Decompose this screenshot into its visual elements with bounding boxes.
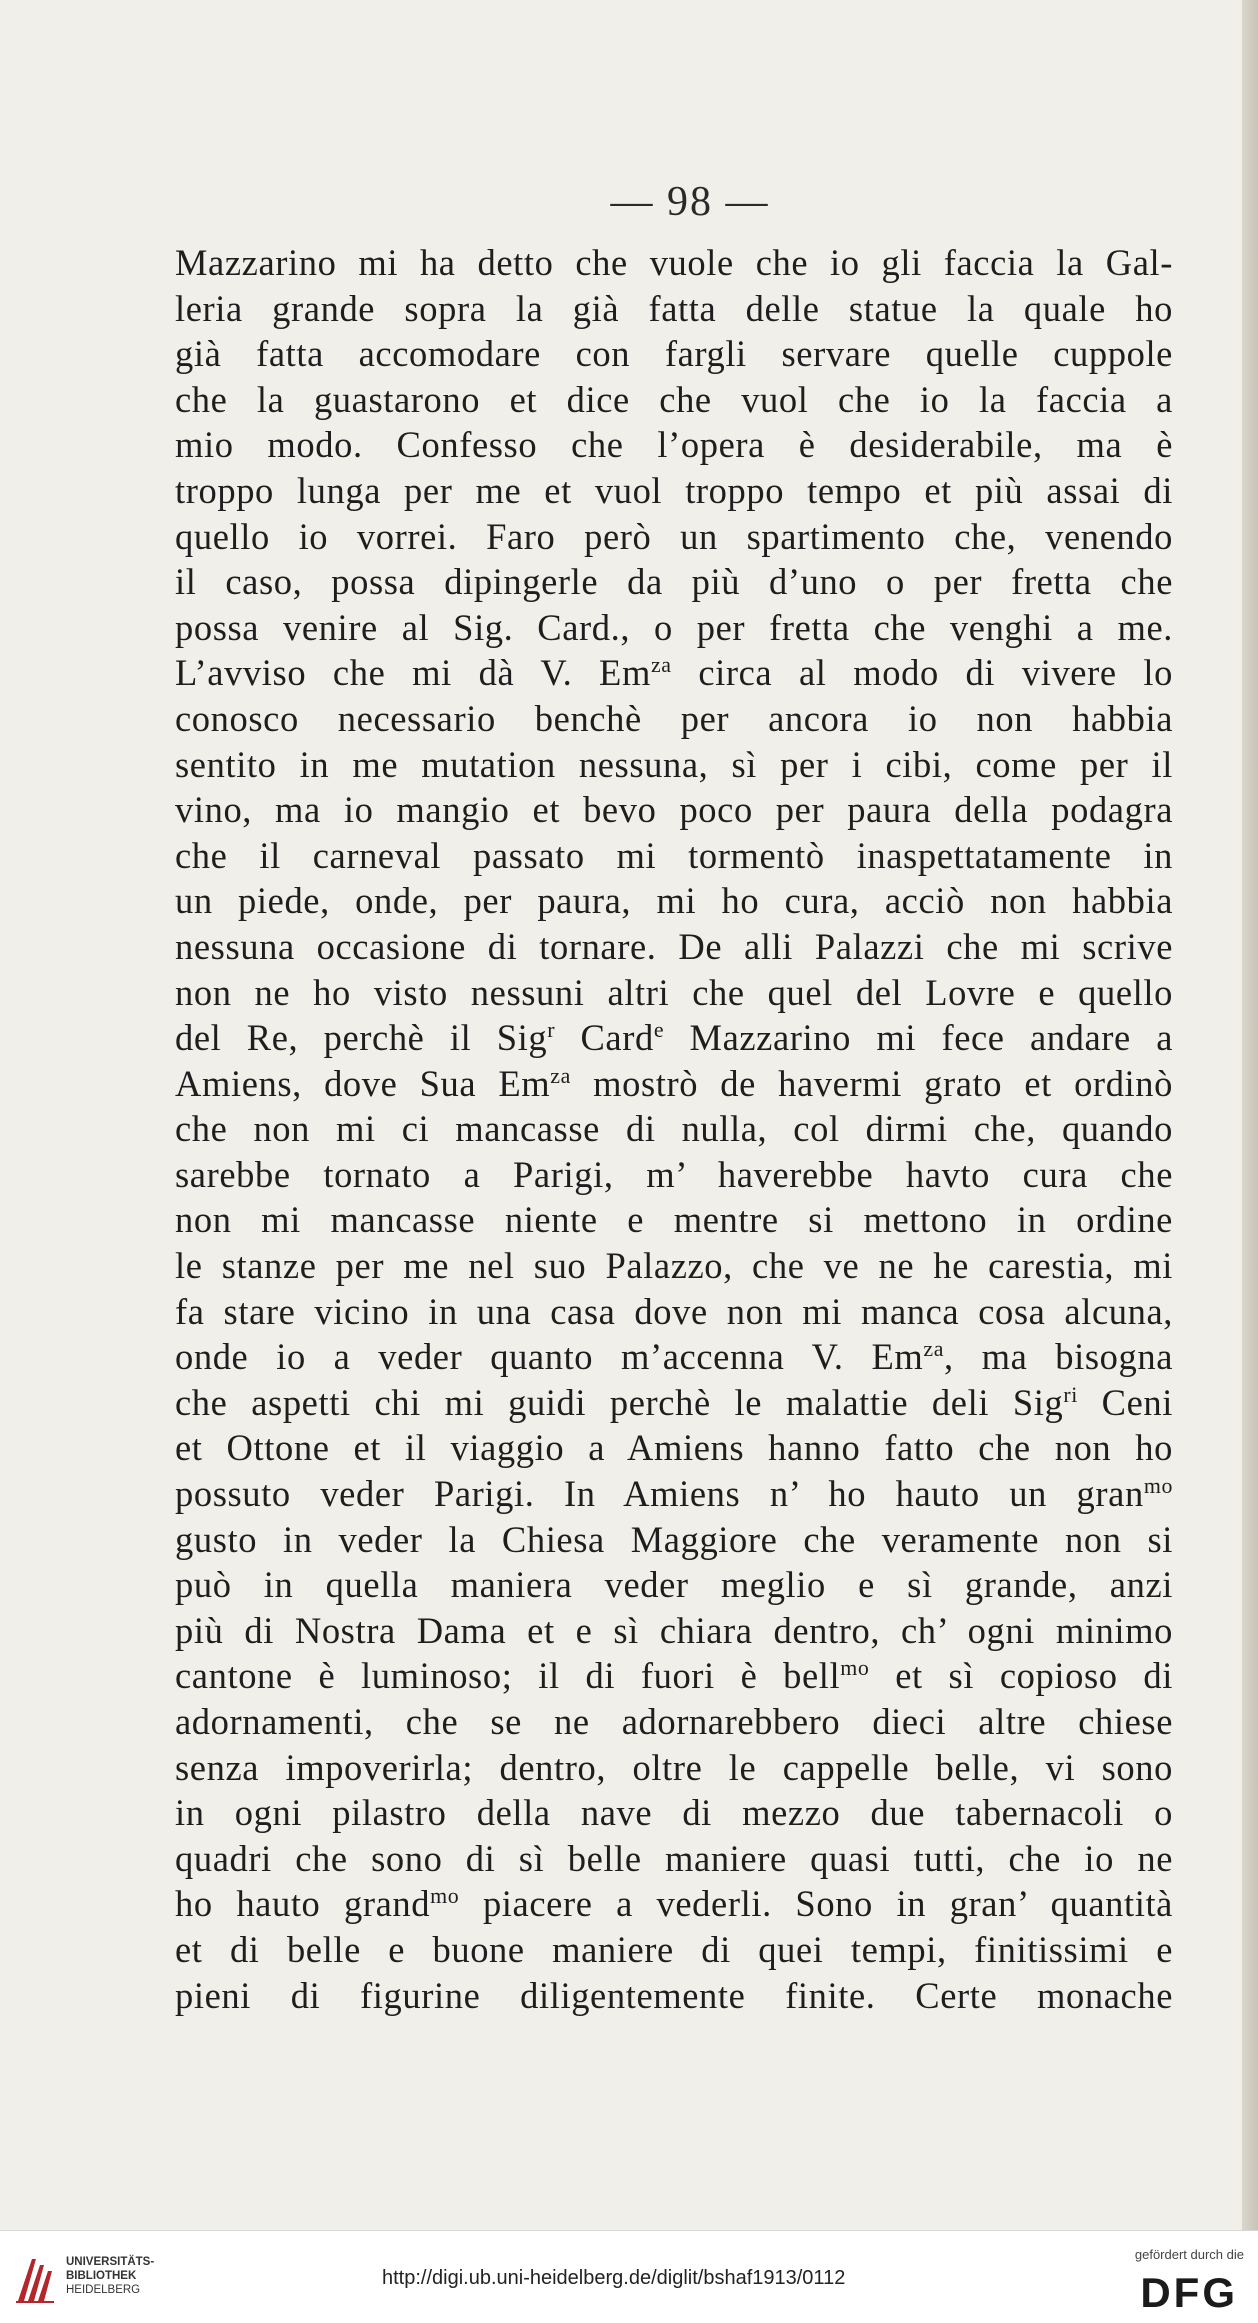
text-segment: conosco necessario benchè per ancora io non habbia	[175, 697, 1173, 739]
text-segment: L’avviso che mi dà V. Em	[175, 652, 651, 694]
text-line	[175, 1425, 1173, 1471]
text-segment: mio modo. Confesso che l’opera è desiderabile, ma è	[175, 424, 1173, 466]
text-segment: sarebbe tornato a Parigi, m’ haverebbe havto cura che	[175, 1153, 1173, 1195]
text-segment: et sì copioso di	[869, 1655, 1173, 1697]
superscript-abbreviation: ri	[1063, 1381, 1078, 1407]
text-line	[175, 1745, 1173, 1791]
text-line	[175, 1334, 1173, 1380]
text-line	[175, 1015, 1173, 1061]
text-line	[175, 1881, 1173, 1927]
text-segment: già fatta accomodare con fargli servare quelle cuppole	[175, 333, 1173, 375]
text-line	[175, 1197, 1173, 1243]
library-logo-icon	[14, 2253, 58, 2305]
text-line	[175, 605, 1173, 651]
text-segment: vino, ma io mangio et bevo poco per paura della podagra	[175, 789, 1173, 831]
text-line	[175, 331, 1173, 377]
text-segment: le stanze per me nel suo Palazzo, che ve ne he carestia, mi	[175, 1245, 1173, 1287]
text-line	[175, 696, 1173, 742]
text-segment: senza impoverirla; dentro, oltre le cappelle belle, vi sono	[175, 1746, 1173, 1788]
text-line	[175, 924, 1173, 970]
library-name-line: UNIVERSITÄTS-	[66, 2256, 155, 2268]
text-segment: nessuna occasione di tornare. De alli Palazzi che mi scrive	[175, 925, 1173, 967]
text-line	[175, 1790, 1173, 1836]
page-number: — 98 —	[610, 179, 770, 225]
superscript-abbreviation: e	[653, 1016, 665, 1042]
text-segment: , ma bisogna	[944, 1336, 1174, 1378]
text-segment: Card	[555, 1017, 654, 1059]
text-line	[175, 1243, 1173, 1289]
text-segment: adornamenti, che se ne adornarebbero dieci altre chiese	[175, 1701, 1173, 1742]
text-segment: che non mi ci mancasse di nulla, col dirmi che, quando	[175, 1108, 1173, 1150]
text-segment: ho hauto grand	[175, 1883, 431, 1925]
text-line	[175, 787, 1173, 833]
text-line	[175, 1380, 1173, 1426]
superscript-abbreviation: za	[650, 652, 672, 678]
text-line	[175, 286, 1173, 332]
text-segment: quello io vorrei. Faro però un spartimento che, venendo	[175, 515, 1173, 557]
text-line	[175, 559, 1173, 605]
text-line	[175, 1106, 1173, 1152]
text-segment: leria grande sopra la già fatta delle statue la quale ho	[175, 287, 1173, 329]
text-line	[175, 377, 1173, 423]
text-line	[175, 1836, 1173, 1882]
text-line	[175, 833, 1173, 879]
text-line	[175, 1608, 1173, 1654]
text-segment: et di belle e buone maniere di quei tempi, finitissimi e	[175, 1928, 1173, 1970]
text-segment: pieni di figurine diligentemente finite. Certe monache	[175, 1974, 1173, 2016]
body-text	[175, 240, 1173, 2018]
text-line	[175, 514, 1173, 560]
source-url-link[interactable]: http://digi.ub.uni-heidelberg.de/diglit/bshaf1913/0112	[382, 2267, 846, 2289]
text-segment: fa stare vicino in una casa dove non mi manca cosa alcuna,	[175, 1290, 1173, 1332]
text-segment: mostrò de havermi grato et ordinò	[570, 1062, 1173, 1104]
library-name-line: BIBLIOTHEK	[66, 2270, 137, 2282]
text-segment: piacere a vederli. Sono in gran’ quantità	[459, 1883, 1173, 1925]
text-line	[175, 1562, 1173, 1608]
text-segment: gusto in veder la Chiesa Maggiore che veramente non si	[175, 1518, 1173, 1560]
text-segment: Mazzarino mi ha detto che vuole che io gli faccia la Gal-	[175, 242, 1173, 283]
text-segment: che aspetti chi mi guidi perchè le malattie deli Sig	[175, 1381, 1064, 1423]
text-segment: non ne ho visto nessuni altri che quel del Lovre e quello	[175, 971, 1173, 1013]
funded-by-label: gefördert durch die	[1134, 2247, 1244, 2262]
text-segment: sentito in me mutation nessuna, sì per i cibi, come per il	[175, 743, 1173, 785]
superscript-abbreviation: mo	[430, 1883, 460, 1909]
text-segment: cantone è luminoso; il di fuori è bell	[175, 1655, 841, 1697]
superscript-abbreviation: mo	[840, 1655, 870, 1681]
text-segment: un piede, onde, per paura, mi ho cura, acciò non habbia	[175, 880, 1173, 922]
text-line	[175, 1653, 1173, 1699]
superscript-abbreviation: za	[923, 1336, 945, 1362]
page-edge	[1242, 0, 1258, 2230]
library-name-line: HEIDELBERG	[66, 2284, 141, 2296]
text-segment: quadri che sono di sì belle maniere quasi tutti, che io ne	[175, 1837, 1173, 1879]
text-line	[175, 878, 1173, 924]
text-segment: Mazzarino mi fece andare a	[664, 1017, 1174, 1059]
text-segment: più di Nostra Dama et e sì chiara dentro, ch’ ogni minimo	[175, 1609, 1173, 1651]
text-line	[175, 240, 1173, 286]
superscript-abbreviation: mo	[1143, 1472, 1173, 1498]
dfg-logo: DFG	[1140, 2269, 1238, 2316]
text-line	[175, 1699, 1173, 1745]
text-segment: Amiens, dove Sua Em	[175, 1062, 551, 1104]
text-line	[175, 468, 1173, 514]
superscript-abbreviation: za	[550, 1062, 571, 1088]
text-segment: il caso, possa dipingerle da più d’uno o per fretta che	[175, 561, 1173, 603]
text-segment: non mi mancasse niente e mentre si mettono in ordine	[175, 1199, 1173, 1241]
text-segment: può in quella maniera veder meglio e sì grande, anzi	[175, 1564, 1173, 1606]
text-segment: del Re, perchè il Sig	[175, 1017, 548, 1059]
text-line	[175, 1471, 1173, 1517]
text-line	[175, 1289, 1173, 1335]
text-line	[175, 1517, 1173, 1563]
text-segment: che il carneval passato mi tormentò inaspettatamente in	[175, 834, 1173, 876]
text-segment: Ceni	[1077, 1381, 1174, 1423]
text-line	[175, 422, 1173, 468]
footer-bar	[0, 2230, 1258, 2323]
text-line	[175, 1061, 1173, 1107]
text-segment: et Ottone et il viaggio a Amiens hanno fatto che non ho	[175, 1427, 1173, 1469]
library-name	[66, 2255, 154, 2297]
text-line	[175, 1152, 1173, 1198]
text-segment: circa al modo di vivere lo	[671, 652, 1173, 694]
superscript-abbreviation: r	[547, 1016, 556, 1042]
text-line	[175, 1973, 1173, 2019]
text-segment: in ogni pilastro della nave di mezzo due tabernacoli o	[175, 1792, 1173, 1834]
text-line	[175, 650, 1173, 696]
text-segment: onde io a veder quanto m’accenna V. Em	[175, 1336, 924, 1378]
text-segment: troppo lunga per me et vuol troppo tempo et più assai di	[175, 469, 1173, 511]
text-line	[175, 970, 1173, 1016]
text-segment: possa venire al Sig. Card., o per fretta che venghi a me.	[175, 606, 1173, 648]
text-segment: che la guastarono et dice che vuol che io la faccia a	[175, 378, 1173, 420]
text-segment: possuto veder Parigi. In Amiens n’ ho hauto un gran	[175, 1473, 1144, 1515]
text-line	[175, 742, 1173, 788]
text-line	[175, 1927, 1173, 1973]
